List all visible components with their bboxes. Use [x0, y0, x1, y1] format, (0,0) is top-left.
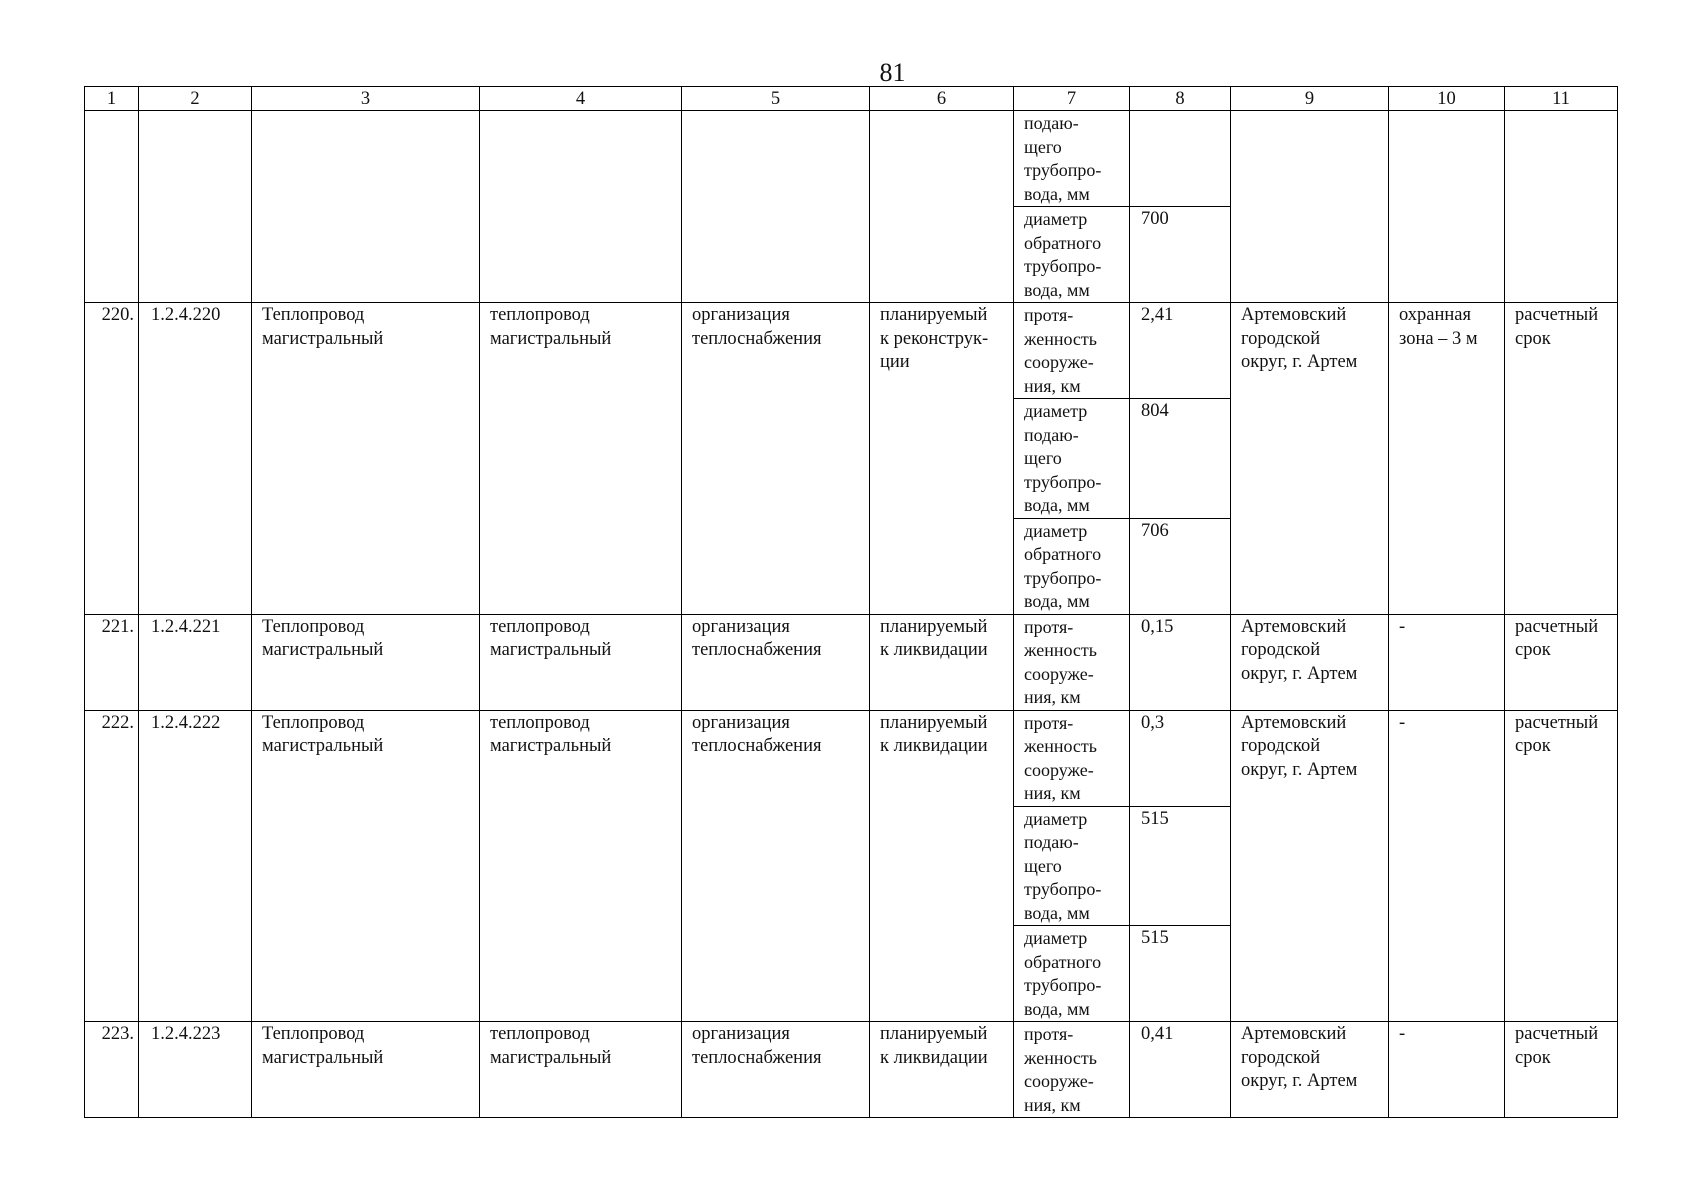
cell-name — [252, 111, 480, 303]
cell-organization: организация теплоснабжения — [682, 614, 870, 710]
column-header: 11 — [1505, 87, 1618, 111]
cell-zone: охранная зона – 3 м — [1389, 303, 1505, 615]
column-header: 7 — [1014, 87, 1130, 111]
cell-location: Артемовский городской округ, г. Артем — [1231, 1022, 1389, 1118]
column-header: 2 — [139, 87, 252, 111]
cell-value: 0,41 — [1130, 1022, 1231, 1118]
cell-number: 223. — [85, 1022, 139, 1118]
cell-value: 0,15 — [1130, 614, 1231, 710]
column-header: 3 — [252, 87, 480, 111]
cell-parameter: диаметр обратного трубопро- вода, мм — [1014, 207, 1130, 303]
cell-code: 1.2.4.222 — [139, 710, 252, 1022]
cell-parameter: диаметр подаю- щего трубопро- вода, мм — [1014, 399, 1130, 519]
cell-value — [1130, 111, 1231, 207]
cell-term — [1505, 111, 1618, 303]
cell-value: 515 — [1130, 806, 1231, 926]
column-header: 4 — [480, 87, 682, 111]
cell-parameter: протя- женность сооруже- ния, км — [1014, 614, 1130, 710]
cell-organization: организация теплоснабжения — [682, 303, 870, 615]
cell-value: 515 — [1130, 926, 1231, 1022]
column-header: 5 — [682, 87, 870, 111]
cell-name: Теплопровод магистральный — [252, 614, 480, 710]
column-number-row — [85, 87, 1618, 111]
cell-location — [1231, 111, 1389, 303]
cell-zone: - — [1389, 710, 1505, 1022]
cell-zone — [1389, 111, 1505, 303]
cell-code: 1.2.4.223 — [139, 1022, 252, 1118]
cell-type — [480, 111, 682, 303]
cell-status: планируемый к ликвидации — [870, 614, 1014, 710]
table-row-continuation — [85, 111, 1618, 207]
cell-parameter: протя- женность сооруже- ния, км — [1014, 303, 1130, 399]
cell-code: 1.2.4.221 — [139, 614, 252, 710]
cell-parameter: диаметр подаю- щего трубопро- вода, мм — [1014, 806, 1130, 926]
cell-organization: организация теплоснабжения — [682, 710, 870, 1022]
cell-status: планируемый к ликвидации — [870, 1022, 1014, 1118]
cell-location: Артемовский городской округ, г. Артем — [1231, 614, 1389, 710]
cell-term: расчетный срок — [1505, 710, 1618, 1022]
column-header: 9 — [1231, 87, 1389, 111]
column-header: 1 — [85, 87, 139, 111]
column-header: 6 — [870, 87, 1014, 111]
cell-number: 220. — [85, 303, 139, 615]
cell-parameter: диаметр обратного трубопро- вода, мм — [1014, 518, 1130, 614]
cell-organization: организация теплоснабжения — [682, 1022, 870, 1118]
cell-term: расчетный срок — [1505, 303, 1618, 615]
cell-term: расчетный срок — [1505, 614, 1618, 710]
cell-number — [85, 111, 139, 303]
cell-term: расчетный срок — [1505, 1022, 1618, 1118]
document-sheet — [84, 86, 1618, 1118]
cell-status: планируемый к реконструк- ции — [870, 303, 1014, 615]
data-table — [84, 86, 1618, 1118]
cell-code: 1.2.4.220 — [139, 303, 252, 615]
cell-type: теплопровод магистральный — [480, 1022, 682, 1118]
cell-organization — [682, 111, 870, 303]
column-header: 8 — [1130, 87, 1231, 111]
table-row — [85, 710, 1618, 806]
cell-parameter: подаю- щего трубопро- вода, мм — [1014, 111, 1130, 207]
cell-zone: - — [1389, 614, 1505, 710]
cell-parameter: протя- женность сооруже- ния, км — [1014, 710, 1130, 806]
table-row — [85, 303, 1618, 399]
table-row — [85, 1022, 1618, 1118]
cell-value: 706 — [1130, 518, 1231, 614]
cell-number: 222. — [85, 710, 139, 1022]
cell-value: 804 — [1130, 399, 1231, 519]
table-row — [85, 614, 1618, 710]
cell-value: 2,41 — [1130, 303, 1231, 399]
cell-status: планируемый к ликвидации — [870, 710, 1014, 1022]
cell-value: 700 — [1130, 207, 1231, 303]
cell-value: 0,3 — [1130, 710, 1231, 806]
cell-name: Теплопровод магистральный — [252, 710, 480, 1022]
cell-location: Артемовский городской округ, г. Артем — [1231, 303, 1389, 615]
cell-name: Теплопровод магистральный — [252, 1022, 480, 1118]
cell-number: 221. — [85, 614, 139, 710]
cell-zone: - — [1389, 1022, 1505, 1118]
cell-name: Теплопровод магистральный — [252, 303, 480, 615]
column-header: 10 — [1389, 87, 1505, 111]
cell-status — [870, 111, 1014, 303]
cell-type: теплопровод магистральный — [480, 614, 682, 710]
cell-parameter: протя- женность сооруже- ния, км — [1014, 1022, 1130, 1118]
cell-parameter: диаметр обратного трубопро- вода, мм — [1014, 926, 1130, 1022]
cell-type: теплопровод магистральный — [480, 303, 682, 615]
cell-location: Артемовский городской округ, г. Артем — [1231, 710, 1389, 1022]
cell-type: теплопровод магистральный — [480, 710, 682, 1022]
cell-code — [139, 111, 252, 303]
page-number: 81 — [879, 58, 906, 87]
